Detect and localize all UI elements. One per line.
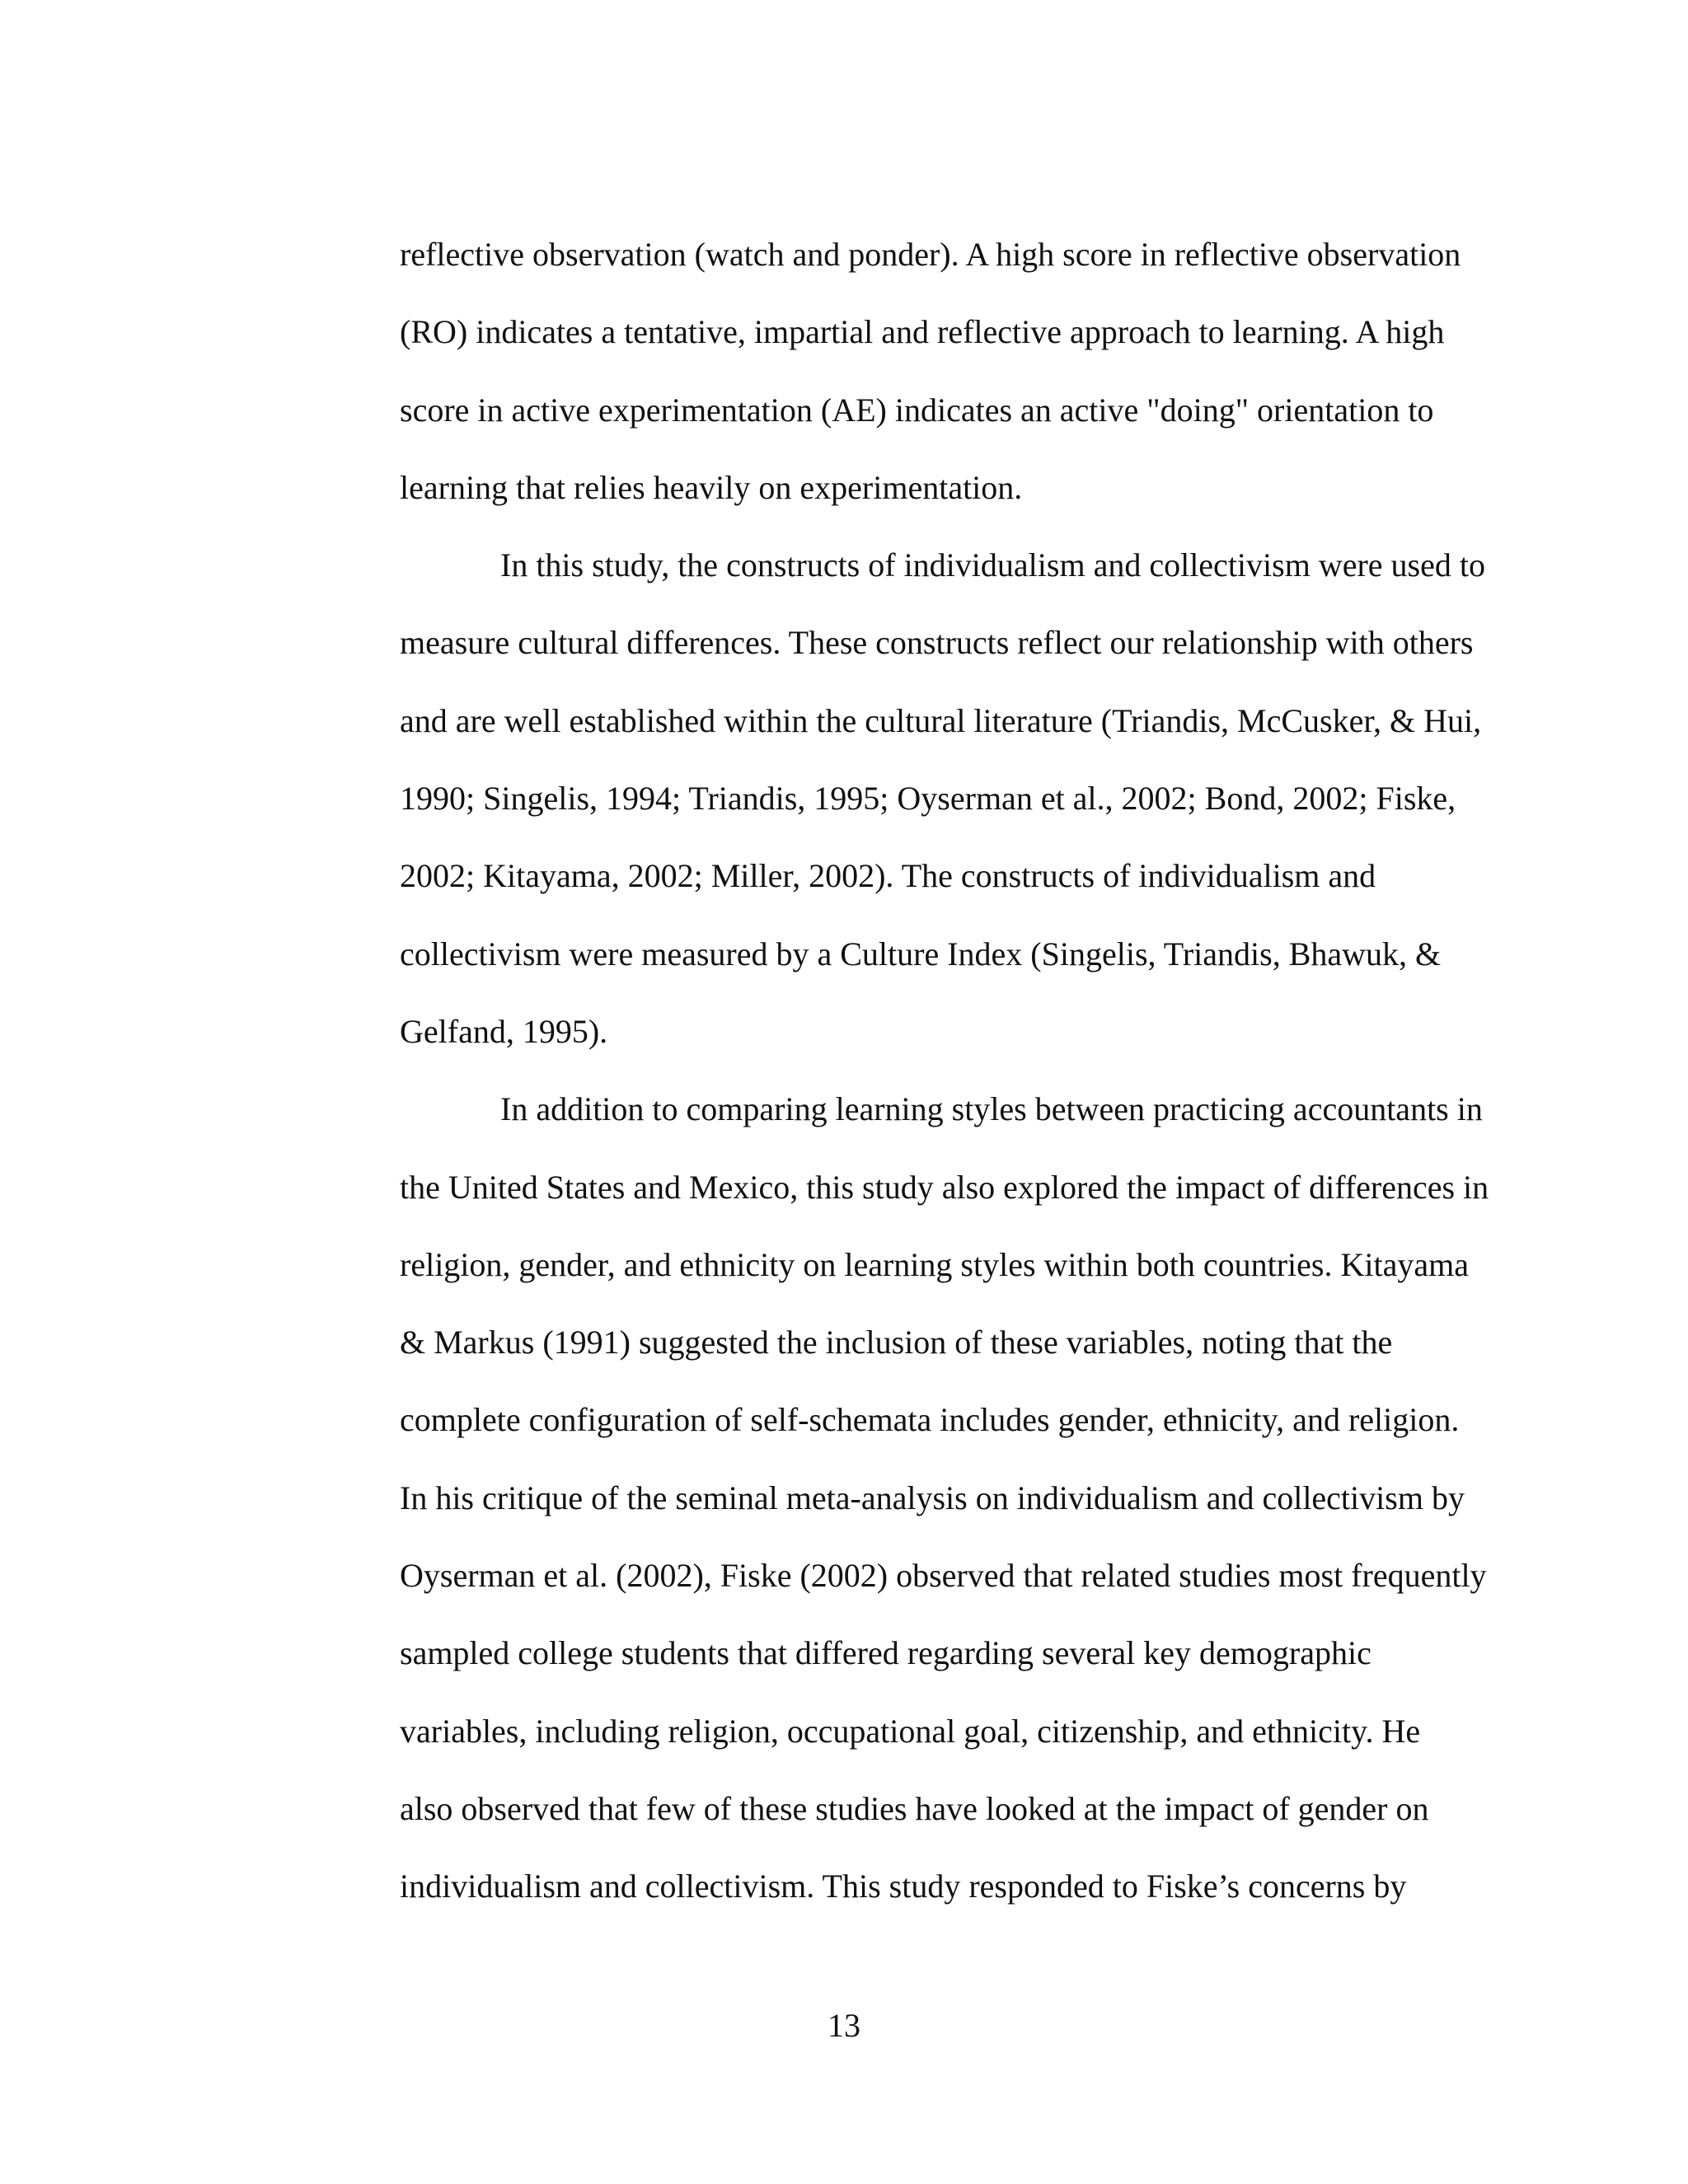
text-line: variables, including religion, occupational goal, citizenship, and ethnicity. He xyxy=(400,1712,1421,1750)
text-line: and are well established within the cultural literature (Triandis, McCusker, & Hui, xyxy=(400,701,1482,739)
text-line: also observed that few of these studies have looked at the impact of gender on xyxy=(400,1789,1429,1827)
text-line: & Markus (1991) suggested the inclusion of these variables, noting that the xyxy=(400,1324,1393,1361)
page-number: 13 xyxy=(828,2007,860,2044)
text-line: individualism and collectivism. This study responded to Fiske’s concerns by xyxy=(400,1868,1407,1905)
text-line: sampled college students that differed regarding several key demographic xyxy=(400,1634,1372,1672)
text-line: In his critique of the seminal meta-analysis on individualism and collectivism by xyxy=(400,1479,1465,1516)
text-line: 2002; Kitayama, 2002; Miller, 2002). The constructs of individualism and xyxy=(400,857,1376,895)
text-line: religion, gender, and ethnicity on learning styles within both countries. Kitayama xyxy=(400,1245,1469,1283)
text-line: complete configuration of self-schemata includes gender, ethnicity, and religion. xyxy=(400,1401,1460,1439)
text-line: collectivism were measured by a Culture Index (Singelis, Triandis, Bhawuk, & xyxy=(400,935,1442,972)
text-line: Oyserman et al. (2002), Fiske (2002) observed that related studies most frequently xyxy=(400,1557,1487,1595)
text-line: (RO) indicates a tentative, impartial and reflective approach to learning. A high xyxy=(400,313,1445,351)
body-text xyxy=(400,216,1488,1926)
text-line: Gelfand, 1995). xyxy=(400,1012,608,1050)
text-line: score in active experimentation (AE) indicates an active "doing" orientation to xyxy=(400,391,1434,429)
text-line: learning that relies heavily on experimentation. xyxy=(400,468,1023,506)
paragraph-first-line: In this study, the constructs of individualism and collectivism were used to xyxy=(500,546,1485,584)
paragraph-first-line: In addition to comparing learning styles between practicing accountants in xyxy=(500,1090,1483,1128)
text-line: reflective observation (watch and ponder). A high score in reflective observation xyxy=(400,236,1461,273)
text-line: 1990; Singelis, 1994; Triandis, 1995; Oyserman et al., 2002; Bond, 2002; Fiske, xyxy=(400,780,1456,818)
text-line: measure cultural differences. These constructs reflect our relationship with others xyxy=(400,624,1474,662)
text-line: the United States and Mexico, this study also explored the impact of differences in xyxy=(400,1168,1489,1206)
